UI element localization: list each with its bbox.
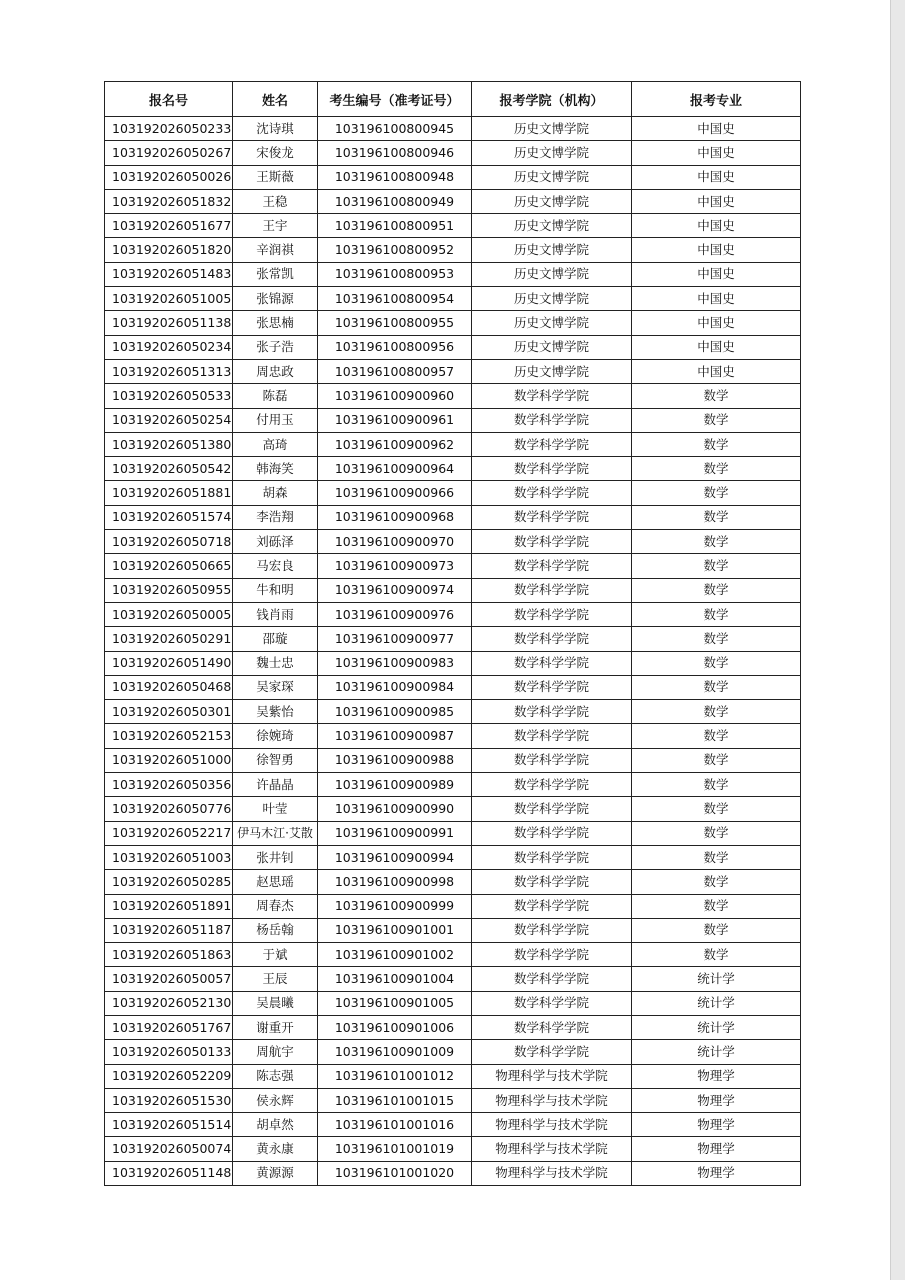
college-cell: 数学科学学院	[472, 627, 632, 651]
college-cell: 历史文博学院	[472, 141, 632, 165]
major-cell: 中国史	[632, 287, 801, 311]
major-cell: 数学	[632, 894, 801, 918]
candidate-number-cell: 103196100900985	[318, 700, 472, 724]
table-row	[105, 262, 801, 286]
registration-number-cell: 103192026051677	[105, 214, 233, 238]
candidate-number-cell: 103196100900994	[318, 845, 472, 869]
name-cell: 刘砾泽	[233, 530, 318, 554]
registration-number-cell: 103192026050356	[105, 773, 233, 797]
major-cell: 数学	[632, 578, 801, 602]
name-cell: 高琦	[233, 432, 318, 456]
registration-number-cell: 103192026051148	[105, 1161, 233, 1185]
college-cell: 历史文博学院	[472, 189, 632, 213]
registration-number-cell: 103192026050133	[105, 1040, 233, 1064]
college-cell: 数学科学学院	[472, 554, 632, 578]
major-cell: 统计学	[632, 1040, 801, 1064]
candidate-number-cell: 103196100800955	[318, 311, 472, 335]
candidate-number-cell: 103196100900987	[318, 724, 472, 748]
college-cell: 历史文博学院	[472, 311, 632, 335]
table-row	[105, 165, 801, 189]
college-cell: 数学科学学院	[472, 918, 632, 942]
college-cell: 数学科学学院	[472, 1040, 632, 1064]
name-cell: 许晶晶	[233, 773, 318, 797]
candidate-number-cell: 103196100901004	[318, 967, 472, 991]
name-cell: 胡卓然	[233, 1113, 318, 1137]
registration-number-cell: 103192026050301	[105, 700, 233, 724]
candidate-number-cell: 103196100900989	[318, 773, 472, 797]
registration-number-cell: 103192026050542	[105, 457, 233, 481]
table-row	[105, 894, 801, 918]
registration-number-cell: 103192026050718	[105, 530, 233, 554]
header-major: 报考专业	[632, 82, 801, 117]
registration-number-cell: 103192026050026	[105, 165, 233, 189]
college-cell: 历史文博学院	[472, 238, 632, 262]
name-cell: 徐智勇	[233, 748, 318, 772]
table-row	[105, 189, 801, 213]
name-cell: 付用玉	[233, 408, 318, 432]
college-cell: 数学科学学院	[472, 432, 632, 456]
registration-number-cell: 103192026051003	[105, 845, 233, 869]
table-row	[105, 675, 801, 699]
name-cell: 于斌	[233, 943, 318, 967]
registration-number-cell: 103192026051881	[105, 481, 233, 505]
major-cell: 物理学	[632, 1113, 801, 1137]
name-cell: 张井钊	[233, 845, 318, 869]
college-cell: 数学科学学院	[472, 505, 632, 529]
major-cell: 数学	[632, 797, 801, 821]
college-cell: 数学科学学院	[472, 967, 632, 991]
major-cell: 数学	[632, 408, 801, 432]
table-row	[105, 700, 801, 724]
table-row	[105, 627, 801, 651]
major-cell: 数学	[632, 457, 801, 481]
registration-number-cell: 103192026051832	[105, 189, 233, 213]
candidate-number-cell: 103196100800953	[318, 262, 472, 286]
name-cell: 周忠政	[233, 359, 318, 383]
name-cell: 侯永辉	[233, 1088, 318, 1112]
table-row	[105, 651, 801, 675]
table-row	[105, 457, 801, 481]
major-cell: 数学	[632, 773, 801, 797]
registration-number-cell: 103192026050533	[105, 384, 233, 408]
name-cell: 马宏良	[233, 554, 318, 578]
candidate-number-cell: 103196100900960	[318, 384, 472, 408]
table-row	[105, 1015, 801, 1039]
table-row	[105, 287, 801, 311]
candidate-number-cell: 103196100901005	[318, 991, 472, 1015]
header-candidate-number: 考生编号（准考证号）	[318, 82, 472, 117]
candidate-number-cell: 103196100900988	[318, 748, 472, 772]
registration-number-cell: 103192026051490	[105, 651, 233, 675]
candidate-number-cell: 103196100800949	[318, 189, 472, 213]
table-row	[105, 845, 801, 869]
name-cell: 吴晨曦	[233, 991, 318, 1015]
table-row	[105, 943, 801, 967]
table-row	[105, 870, 801, 894]
table-row	[105, 384, 801, 408]
table-row	[105, 554, 801, 578]
major-cell: 中国史	[632, 165, 801, 189]
candidate-number-cell: 103196100800952	[318, 238, 472, 262]
college-cell: 数学科学学院	[472, 408, 632, 432]
table-row	[105, 967, 801, 991]
name-cell: 黄源源	[233, 1161, 318, 1185]
college-cell: 历史文博学院	[472, 214, 632, 238]
name-cell: 王宇	[233, 214, 318, 238]
registration-number-cell: 103192026050254	[105, 408, 233, 432]
candidate-number-cell: 103196100800954	[318, 287, 472, 311]
table-row	[105, 991, 801, 1015]
candidate-number-cell: 103196100800957	[318, 359, 472, 383]
name-cell: 张锦源	[233, 287, 318, 311]
table-row	[105, 238, 801, 262]
college-cell: 物理科学与技术学院	[472, 1113, 632, 1137]
name-cell: 钱肖雨	[233, 602, 318, 626]
name-cell: 杨岳翰	[233, 918, 318, 942]
major-cell: 数学	[632, 845, 801, 869]
table-row	[105, 359, 801, 383]
college-cell: 数学科学学院	[472, 1015, 632, 1039]
table-row	[105, 1137, 801, 1161]
registration-number-cell: 103192026051530	[105, 1088, 233, 1112]
name-cell: 宋俊龙	[233, 141, 318, 165]
table-row	[105, 408, 801, 432]
major-cell: 数学	[632, 943, 801, 967]
major-cell: 中国史	[632, 311, 801, 335]
candidate-number-cell: 103196101001012	[318, 1064, 472, 1088]
candidate-number-cell: 103196100900991	[318, 821, 472, 845]
candidate-number-cell: 103196100900977	[318, 627, 472, 651]
candidate-number-cell: 103196100901001	[318, 918, 472, 942]
major-cell: 数学	[632, 627, 801, 651]
header-registration-number: 报名号	[105, 82, 233, 117]
table-row	[105, 773, 801, 797]
college-cell: 数学科学学院	[472, 530, 632, 554]
table-row	[105, 530, 801, 554]
major-cell: 数学	[632, 530, 801, 554]
major-cell: 数学	[632, 821, 801, 845]
college-cell: 数学科学学院	[472, 724, 632, 748]
name-cell: 周春杰	[233, 894, 318, 918]
name-cell: 周航宇	[233, 1040, 318, 1064]
major-cell: 统计学	[632, 991, 801, 1015]
name-cell: 王斯薇	[233, 165, 318, 189]
registration-number-cell: 103192026051313	[105, 359, 233, 383]
name-cell: 张常凯	[233, 262, 318, 286]
registration-number-cell: 103192026050234	[105, 335, 233, 359]
college-cell: 物理科学与技术学院	[472, 1064, 632, 1088]
registration-number-cell: 103192026050776	[105, 797, 233, 821]
name-cell: 吴家琛	[233, 675, 318, 699]
college-cell: 数学科学学院	[472, 602, 632, 626]
candidate-number-cell: 103196100900973	[318, 554, 472, 578]
candidate-number-cell: 103196100900983	[318, 651, 472, 675]
major-cell: 统计学	[632, 1015, 801, 1039]
registration-number-cell: 103192026050955	[105, 578, 233, 602]
table-row	[105, 141, 801, 165]
candidate-number-cell: 103196100900974	[318, 578, 472, 602]
table-row	[105, 117, 801, 141]
college-cell: 数学科学学院	[472, 651, 632, 675]
name-cell: 陈磊	[233, 384, 318, 408]
candidate-number-cell: 103196100800956	[318, 335, 472, 359]
table-row	[105, 1113, 801, 1137]
name-cell: 王稳	[233, 189, 318, 213]
major-cell: 中国史	[632, 141, 801, 165]
candidate-number-cell: 103196100901002	[318, 943, 472, 967]
major-cell: 中国史	[632, 117, 801, 141]
major-cell: 物理学	[632, 1088, 801, 1112]
college-cell: 物理科学与技术学院	[472, 1088, 632, 1112]
table-body	[105, 117, 801, 1186]
table-row	[105, 432, 801, 456]
name-cell: 韩海笑	[233, 457, 318, 481]
name-cell: 伊马木江·艾散	[233, 821, 318, 845]
table-header	[105, 82, 801, 117]
college-cell: 历史文博学院	[472, 117, 632, 141]
college-cell: 数学科学学院	[472, 481, 632, 505]
header-college: 报考学院（机构）	[472, 82, 632, 117]
registration-number-cell: 103192026050285	[105, 870, 233, 894]
name-cell: 李浩翔	[233, 505, 318, 529]
name-cell: 牛和明	[233, 578, 318, 602]
table-row	[105, 1088, 801, 1112]
admission-list-sheet	[104, 81, 800, 1186]
college-cell: 物理科学与技术学院	[472, 1161, 632, 1185]
header-name: 姓名	[233, 82, 318, 117]
name-cell: 叶莹	[233, 797, 318, 821]
major-cell: 数学	[632, 481, 801, 505]
table-row	[105, 797, 801, 821]
major-cell: 数学	[632, 432, 801, 456]
candidate-number-cell: 103196100901009	[318, 1040, 472, 1064]
registration-number-cell: 103192026051138	[105, 311, 233, 335]
registration-number-cell: 103192026051514	[105, 1113, 233, 1137]
table-row	[105, 214, 801, 238]
college-cell: 数学科学学院	[472, 457, 632, 481]
candidate-number-cell: 103196100900966	[318, 481, 472, 505]
candidate-number-cell: 103196100800945	[318, 117, 472, 141]
major-cell: 中国史	[632, 335, 801, 359]
candidate-number-cell: 103196100900998	[318, 870, 472, 894]
major-cell: 数学	[632, 602, 801, 626]
candidate-number-cell: 103196100900984	[318, 675, 472, 699]
candidate-number-cell: 103196100900964	[318, 457, 472, 481]
name-cell: 吴紫怡	[233, 700, 318, 724]
college-cell: 数学科学学院	[472, 578, 632, 602]
candidate-number-cell: 103196100900999	[318, 894, 472, 918]
registration-number-cell: 103192026052153	[105, 724, 233, 748]
candidate-number-cell: 103196100900961	[318, 408, 472, 432]
registration-number-cell: 103192026051891	[105, 894, 233, 918]
table-row	[105, 1161, 801, 1185]
table-row	[105, 1064, 801, 1088]
college-cell: 数学科学学院	[472, 870, 632, 894]
major-cell: 物理学	[632, 1161, 801, 1185]
major-cell: 中国史	[632, 189, 801, 213]
major-cell: 数学	[632, 384, 801, 408]
major-cell: 中国史	[632, 359, 801, 383]
major-cell: 中国史	[632, 262, 801, 286]
registration-number-cell: 103192026050233	[105, 117, 233, 141]
admission-table	[104, 81, 801, 1186]
name-cell: 辛润祺	[233, 238, 318, 262]
college-cell: 历史文博学院	[472, 335, 632, 359]
name-cell: 谢重开	[233, 1015, 318, 1039]
page-edge	[890, 0, 905, 1280]
major-cell: 数学	[632, 870, 801, 894]
registration-number-cell: 103192026050074	[105, 1137, 233, 1161]
candidate-number-cell: 103196101001015	[318, 1088, 472, 1112]
college-cell: 数学科学学院	[472, 748, 632, 772]
college-cell: 物理科学与技术学院	[472, 1137, 632, 1161]
name-cell: 黄永康	[233, 1137, 318, 1161]
registration-number-cell: 103192026050291	[105, 627, 233, 651]
name-cell: 王辰	[233, 967, 318, 991]
registration-number-cell: 103192026052209	[105, 1064, 233, 1088]
college-cell: 数学科学学院	[472, 700, 632, 724]
major-cell: 数学	[632, 554, 801, 578]
name-cell: 沈诗琪	[233, 117, 318, 141]
table-row	[105, 311, 801, 335]
candidate-number-cell: 103196100800946	[318, 141, 472, 165]
college-cell: 数学科学学院	[472, 991, 632, 1015]
college-cell: 数学科学学院	[472, 384, 632, 408]
table-row	[105, 602, 801, 626]
header-row	[105, 82, 801, 117]
major-cell: 数学	[632, 700, 801, 724]
major-cell: 物理学	[632, 1137, 801, 1161]
candidate-number-cell: 103196100900970	[318, 530, 472, 554]
major-cell: 数学	[632, 675, 801, 699]
college-cell: 历史文博学院	[472, 165, 632, 189]
name-cell: 邵璇	[233, 627, 318, 651]
candidate-number-cell: 103196100901006	[318, 1015, 472, 1039]
registration-number-cell: 103192026052217	[105, 821, 233, 845]
table-row	[105, 1040, 801, 1064]
college-cell: 数学科学学院	[472, 894, 632, 918]
major-cell: 统计学	[632, 967, 801, 991]
table-row	[105, 481, 801, 505]
registration-number-cell: 103192026051187	[105, 918, 233, 942]
registration-number-cell: 103192026050005	[105, 602, 233, 626]
college-cell: 数学科学学院	[472, 797, 632, 821]
major-cell: 数学	[632, 918, 801, 942]
candidate-number-cell: 103196100800951	[318, 214, 472, 238]
candidate-number-cell: 103196101001019	[318, 1137, 472, 1161]
college-cell: 数学科学学院	[472, 773, 632, 797]
registration-number-cell: 103192026051574	[105, 505, 233, 529]
table-row	[105, 748, 801, 772]
candidate-number-cell: 103196101001016	[318, 1113, 472, 1137]
registration-number-cell: 103192026051820	[105, 238, 233, 262]
registration-number-cell: 103192026050665	[105, 554, 233, 578]
candidate-number-cell: 103196101001020	[318, 1161, 472, 1185]
registration-number-cell: 103192026050057	[105, 967, 233, 991]
registration-number-cell: 103192026052130	[105, 991, 233, 1015]
major-cell: 数学	[632, 651, 801, 675]
college-cell: 历史文博学院	[472, 359, 632, 383]
table-row	[105, 821, 801, 845]
college-cell: 数学科学学院	[472, 845, 632, 869]
name-cell: 胡森	[233, 481, 318, 505]
table-row	[105, 918, 801, 942]
name-cell: 魏士忠	[233, 651, 318, 675]
registration-number-cell: 103192026051767	[105, 1015, 233, 1039]
registration-number-cell: 103192026051380	[105, 432, 233, 456]
college-cell: 历史文博学院	[472, 287, 632, 311]
college-cell: 数学科学学院	[472, 675, 632, 699]
table-row	[105, 335, 801, 359]
candidate-number-cell: 103196100900968	[318, 505, 472, 529]
major-cell: 中国史	[632, 238, 801, 262]
candidate-number-cell: 103196100800948	[318, 165, 472, 189]
candidate-number-cell: 103196100900976	[318, 602, 472, 626]
table-row	[105, 505, 801, 529]
table-row	[105, 578, 801, 602]
registration-number-cell: 103192026051000	[105, 748, 233, 772]
registration-number-cell: 103192026051863	[105, 943, 233, 967]
registration-number-cell: 103192026050468	[105, 675, 233, 699]
major-cell: 数学	[632, 748, 801, 772]
name-cell: 陈志强	[233, 1064, 318, 1088]
name-cell: 张思楠	[233, 311, 318, 335]
candidate-number-cell: 103196100900990	[318, 797, 472, 821]
college-cell: 数学科学学院	[472, 821, 632, 845]
registration-number-cell: 103192026050267	[105, 141, 233, 165]
candidate-number-cell: 103196100900962	[318, 432, 472, 456]
major-cell: 数学	[632, 724, 801, 748]
major-cell: 数学	[632, 505, 801, 529]
table-row	[105, 724, 801, 748]
name-cell: 张子浩	[233, 335, 318, 359]
registration-number-cell: 103192026051483	[105, 262, 233, 286]
major-cell: 物理学	[632, 1064, 801, 1088]
college-cell: 历史文博学院	[472, 262, 632, 286]
college-cell: 数学科学学院	[472, 943, 632, 967]
registration-number-cell: 103192026051005	[105, 287, 233, 311]
major-cell: 中国史	[632, 214, 801, 238]
name-cell: 徐婉琦	[233, 724, 318, 748]
name-cell: 赵思瑶	[233, 870, 318, 894]
